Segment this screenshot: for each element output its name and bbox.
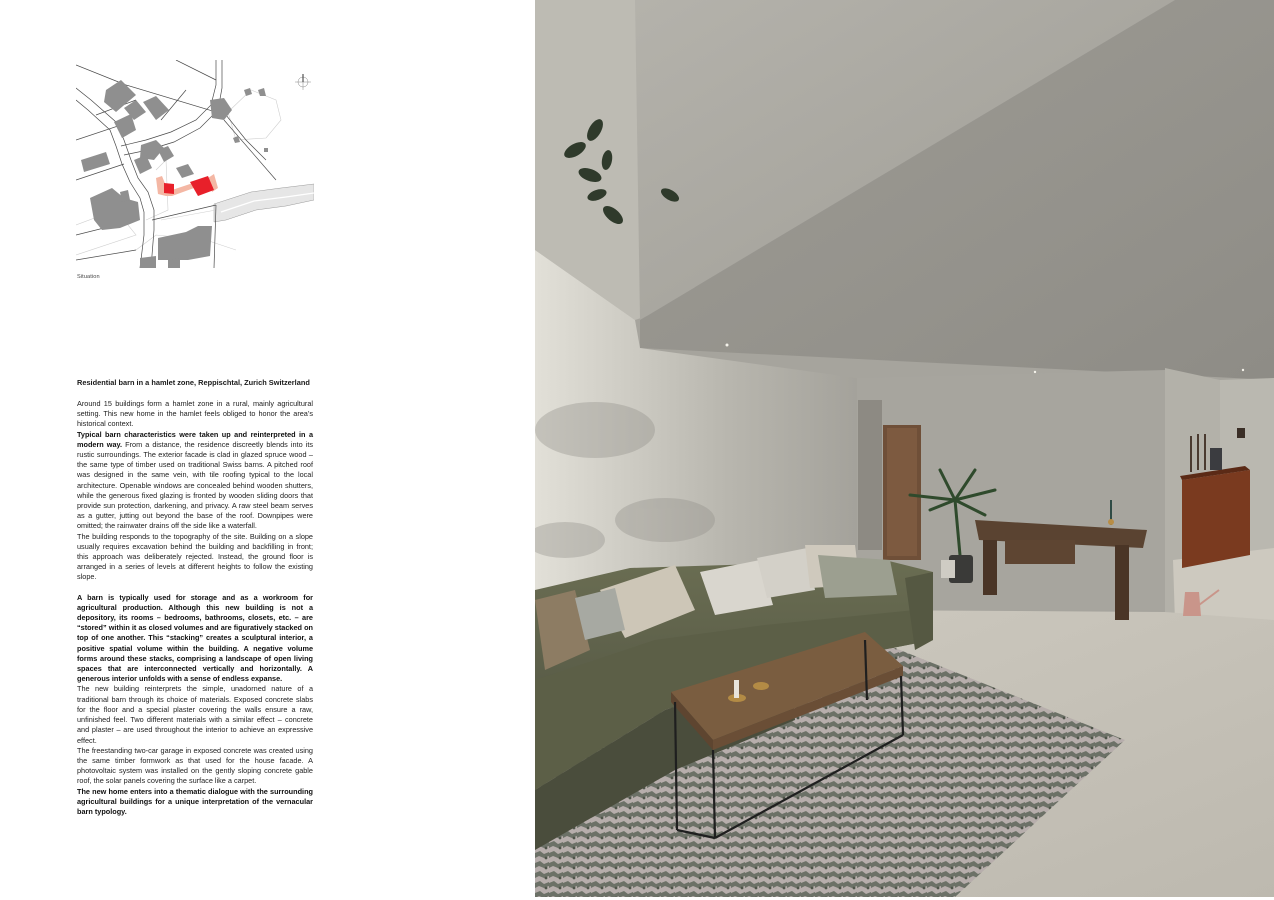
article [77, 378, 313, 817]
interior-photo [535, 0, 1274, 897]
paragraph-1: Around 15 buildings form a hamlet zone in a rural, mainly agricultural setting. This new home in the hamlet feels obliged to honor the area’s historical context. [77, 399, 313, 429]
site-plan-caption: Situation [77, 274, 100, 280]
paragraph-6: The freestanding two-car garage in exposed concrete was created using the same timber formwork as that used for the house facade. A photovoltaic system was installed on the gently sloping concrete gable roof, the solar panels covering the surface like a carpet. [77, 745, 313, 786]
left-page [0, 0, 535, 900]
compass-north-icon [295, 74, 311, 90]
article-title: Residential barn in a hamlet zone, Reppischtal, Zurich Switzerland [77, 378, 310, 387]
paragraph-5: The new building reinterprets the simple, unadorned nature of a traditional barn through its choice of materials. Exposed concrete slabs for the floor and a special plaster covering the walls ensure a raw, unfinished feel. Two different materials with a similar effect – concrete and plaster – are used throughout the interior to achieve an expressive effect. [77, 684, 313, 745]
site-plan-map [76, 60, 314, 268]
paragraph-3: The building responds to the topography of the site. Building on a slope usually requires excavation behind the building and backfilling in front; this approach was deliberately rejected. Instead, the ground floor is arranged in a series of levels at different heights to follow the existing slope. [77, 531, 313, 582]
paragraph-2: Typical barn characteristics were taken up and reinterpreted in a modern way. From a distance, the residence discreetly blends into its rustic surroundings. The exterior facade is clad in glazed spruce wood – the same type of timber used on traditional Swiss barns. A pitched roof was designed in the same vein, with tile roofing typical to the local architecture. Openable windows are concealed behind wooden shutters, while the generous fixed glazing is fronted by wooden sliding doors that provide sun protection, darkening, and privacy. A raw steel beam serves as a gutter, jutting out beyond the base of the roof. Downpipes were omitted; the rainwater drains off the side like a waterfall. [77, 429, 313, 531]
paragraph-4: A barn is typically used for storage and as a workroom for agricultural production. Although this new building is not a depository, its rooms – bedrooms, bathrooms, closets, etc. – are “stored” within it as closed volumes and are figuratively stacked on top of one another. This “stacking” creates a sculptural interior, a positive spatial volume within the building. A negative volume forms around these stacks, comprising a landscape of open living spaces that are interconnected vertically and horizontally. A generous interior unfolds with a sense of endless expanse. [77, 592, 313, 684]
paragraph-7: The new home enters into a thematic dialogue with the surrounding agricultural buildings for a unique interpretation of the vernacular barn typology. [77, 786, 313, 816]
